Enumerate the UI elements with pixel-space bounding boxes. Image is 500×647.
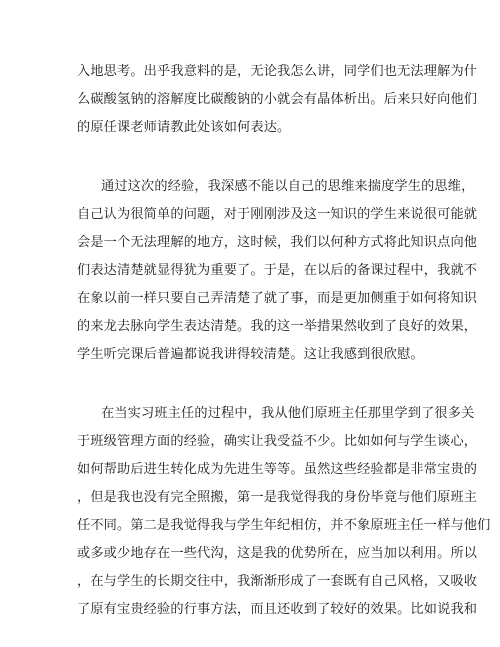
paragraph-3-line-6: 或多或少地存在一些代沟，这是我的优势所在，应当加以利用。所以 xyxy=(77,546,478,561)
paragraph-2-line-2: 自己认为很简单的问题，对于刚刚涉及这一知识的学生来说很可能就 xyxy=(77,207,478,222)
paragraph-2-line-3: 会是一个无法理解的地方，这时候，我们以何种方式将此知识点向他 xyxy=(77,235,478,250)
paragraph-3-line-3: 如何帮助后进生转化成为先进生等等。虽然这些经验都是非常宝贵的 xyxy=(77,462,478,477)
paragraph-3-line-7: ，在与学生的长期交往中，我渐渐形成了一套既有自己风格，又吸收 xyxy=(77,574,478,589)
paragraph-3-line-1: 在当实习班主任的过程中，我从他们原班主任那里学到了很多关 xyxy=(101,406,475,421)
paragraph-1-line-2: 么碳酸氢钠的溶解度比碳酸钠的小就会有晶体析出。后来只好向他们 xyxy=(77,92,478,107)
paragraph-2-line-4: 们表达清楚就显得犹为重要了。于是，在以后的备课过程中，我就不 xyxy=(77,263,478,278)
paragraph-3-line-8: 了原有宝贵经验的行事方法，而且还收到了较好的效果。比如说我和 xyxy=(77,602,478,617)
paragraph-3-line-2: 于班级管理方面的经验，确实让我受益不少。比如如何与学生谈心， xyxy=(77,434,478,449)
paragraph-1-line-3: 的原任课老师请教此处该如何表达。 xyxy=(77,120,291,135)
paragraph-2-line-7: 学生听完课后普遍都说我讲得较清楚。这让我感到很欣慰。 xyxy=(77,347,424,362)
paragraph-3-line-5: 任不同。第二是我觉得我与学生年纪相仿，并不象原班主任一样与他们 xyxy=(77,518,491,533)
paragraph-1-line-1: 入地思考。出乎我意料的是，无论我怎么讲，同学们也无法理解为什 xyxy=(77,64,478,79)
paragraph-3-line-4: ，但是我也没有完全照搬，第一是我觉得我的身份毕竟与他们原班主 xyxy=(77,490,478,505)
paragraph-2-line-5: 在象以前一样只要自己弄清楚了就了事，而是更加侧重于如何将知识 xyxy=(77,291,478,306)
paragraph-2-line-1: 通过这次的经验，我深感不能以自己的思维来揣度学生的思维， xyxy=(101,179,475,194)
paragraph-2-line-6: 的来龙去脉向学生表达清楚。我的这一举措果然收到了良好的效果， xyxy=(77,319,478,334)
